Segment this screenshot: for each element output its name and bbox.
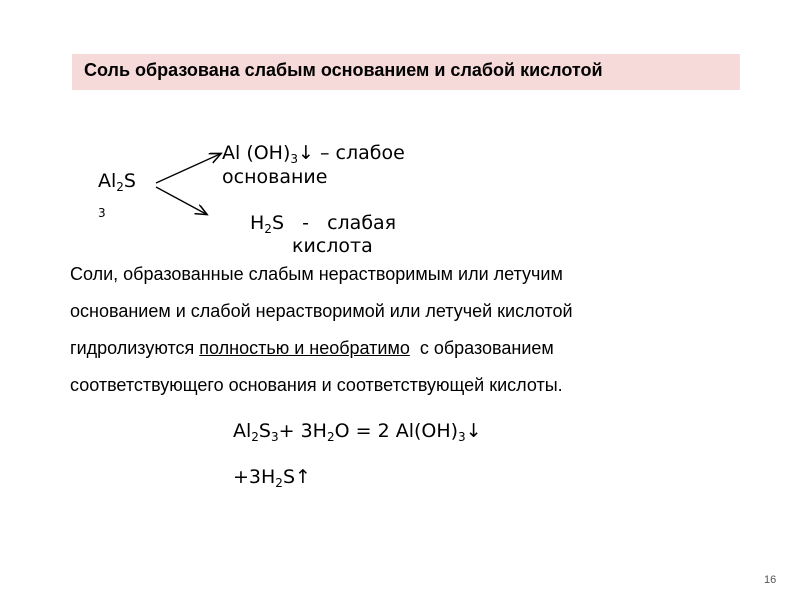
weak-base-line2: основание <box>222 166 328 188</box>
paragraph-line: Соли, образованные слабым нерастворимым или летучим <box>70 264 563 284</box>
underlined-phrase: полностью и необратимо <box>199 338 410 358</box>
weak-base-line1: Al $(OH)_3↓$ – слабое <box>222 142 405 166</box>
arrow-up <box>156 154 220 183</box>
arrow-down <box>156 187 206 214</box>
hydrolysis-equation-line1: $Al_2S_3+ 3H_2O = 2$ $Al(OH)_3↓$ <box>233 420 482 444</box>
paragraph-line: гидролизуются полностью и необратимо с образованием <box>70 338 554 358</box>
weak-acid-line1: $H_2S$ - слабая <box>250 212 397 236</box>
paragraph-line: соответствующего основания и соответствующей кислоты. <box>70 375 563 395</box>
branch-arrows <box>150 150 230 220</box>
slide-title: Соль образована слабым основанием и слабой кислотой <box>84 60 603 80</box>
hydrolysis-equation-line2: $+3H_2S↑$ <box>233 466 311 490</box>
paragraph-line: основанием и слабой нерастворимой или летучей кислотой <box>70 301 573 321</box>
weak-acid-line2: кислота <box>292 235 373 257</box>
page-number: 16 <box>764 574 777 586</box>
hydrolysis-paragraph <box>70 256 730 404</box>
salt-formula-subscript: 3 <box>98 206 106 220</box>
salt-formula: $Al_2S$ <box>98 170 136 194</box>
